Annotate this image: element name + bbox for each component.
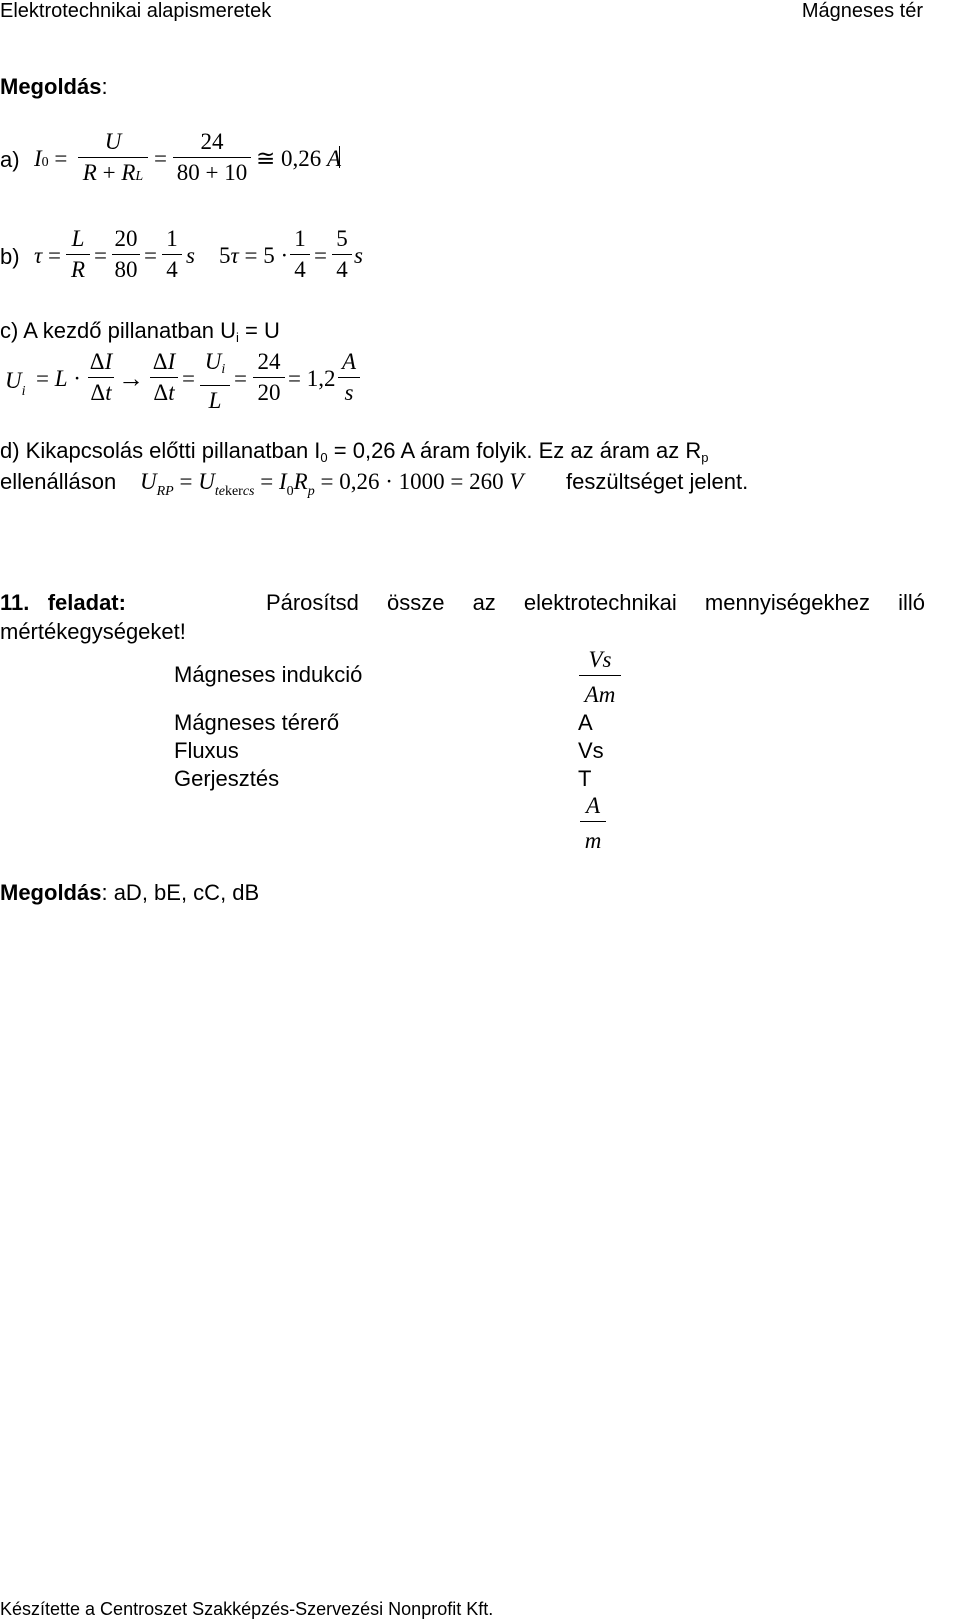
unit-a: A: [578, 710, 593, 735]
task-11-text2: mértékegységeket!: [0, 619, 186, 644]
final-solution: Megoldás: aD, bE, cC, dB: [0, 880, 260, 905]
d-line1: d) Kikapcsolás előtti pillanatban I0 = 0,26 A áram folyik. Ez az áram az Rp: [0, 438, 709, 465]
footer: Készítette a Centroszet Szakképzés-Szervezési Nonprofit Kft.: [0, 1599, 494, 1619]
c-intro: c) A kezdő pillanatban Ui = U: [0, 318, 280, 345]
quantity-3: Fluxus: [174, 738, 239, 763]
label-b: b): [0, 244, 20, 269]
label-a: a): [0, 147, 20, 172]
unit-t: T: [578, 766, 592, 791]
d-line2-start: ellenálláson: [0, 469, 117, 494]
unit-vs: Vs: [578, 738, 604, 763]
header-left: Elektrotechnikai alapismeretek: [0, 0, 272, 22]
quantity-4: Gerjesztés: [174, 766, 280, 791]
solution-title: Megoldás:: [0, 74, 108, 99]
d-line2-end: feszültséget jelent.: [566, 469, 749, 494]
quantity-2: Mágneses térerő: [174, 710, 340, 735]
unit-a-per-m: A m: [580, 793, 606, 854]
quantity-1: Mágneses indukció: [174, 662, 363, 687]
header-right: Mágneses tér: [801, 0, 923, 22]
task-11-header: 11. feladat: Párosítsd össze az elektrotechnikai mennyiségekhez illó: [0, 590, 925, 615]
unit-vs-per-am: Vs Am: [579, 647, 621, 708]
